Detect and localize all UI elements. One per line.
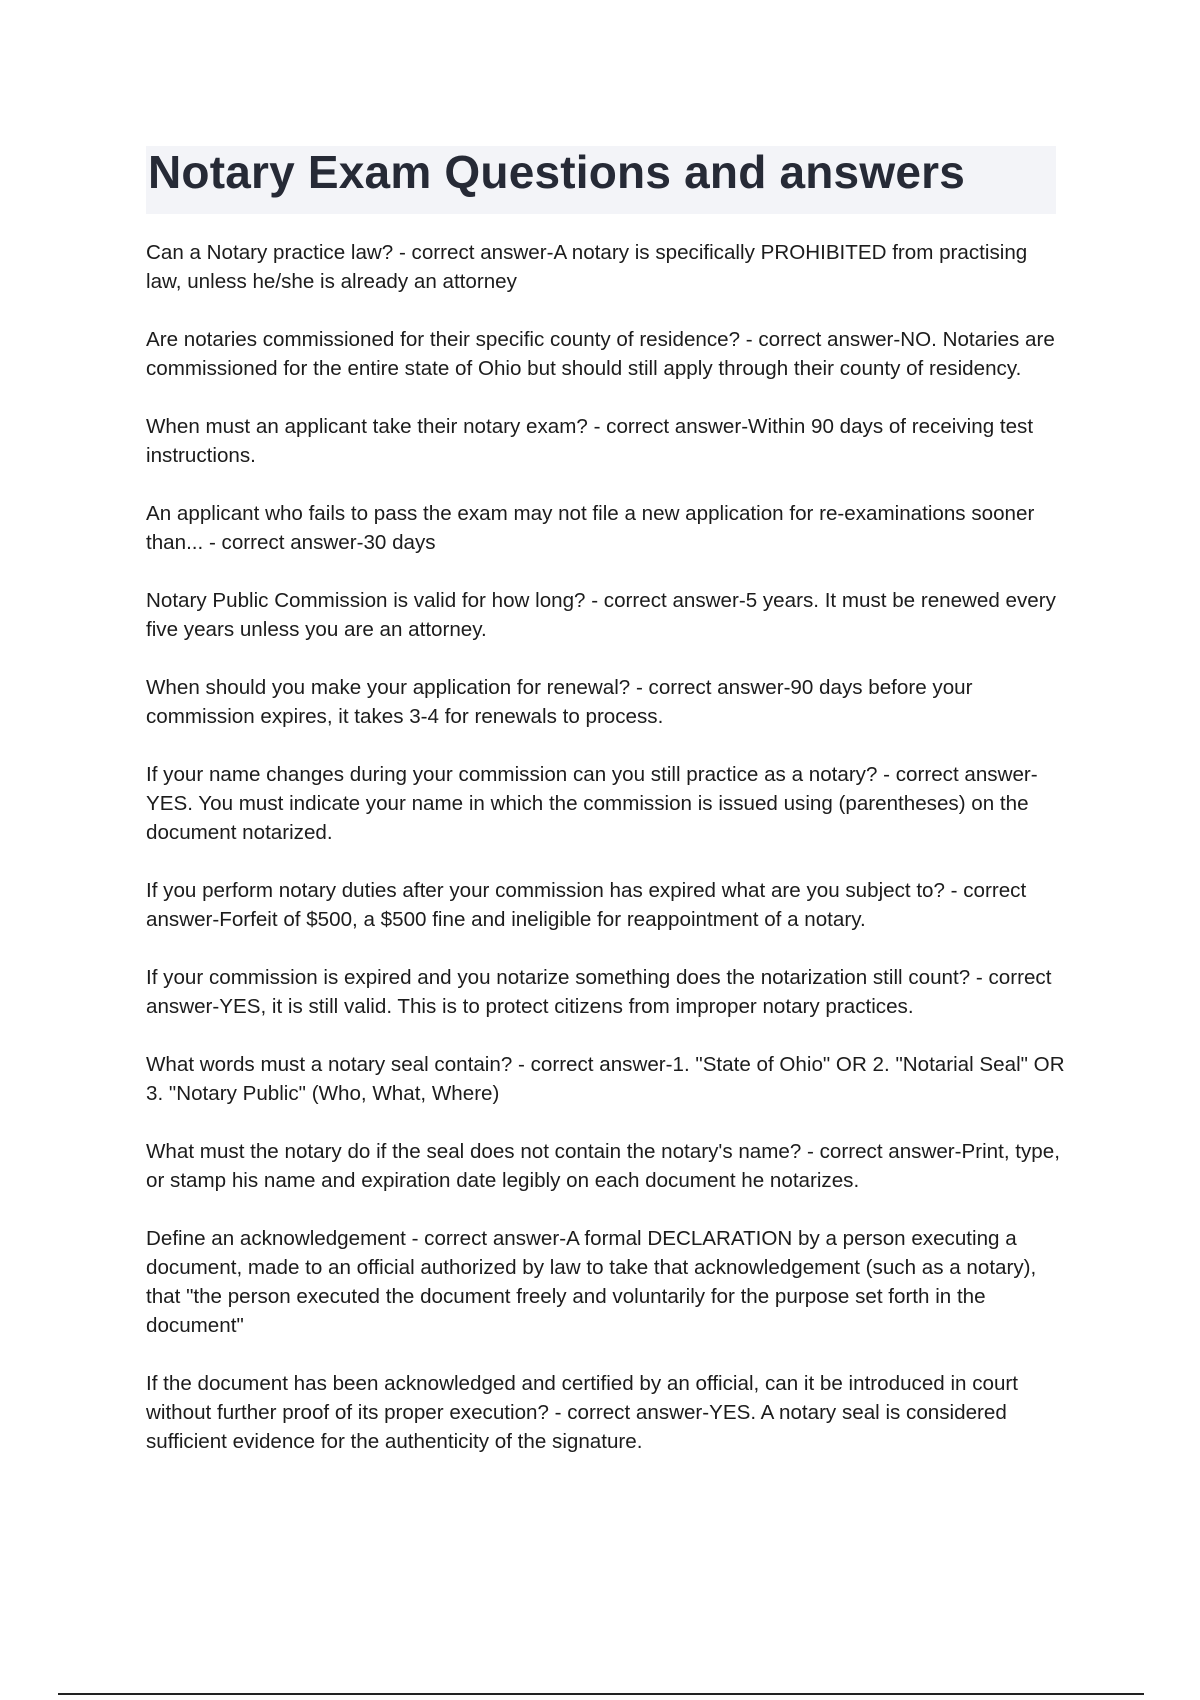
qa-item: If the document has been acknowledged and certified by an official, can it be introduced in court without further proof of its proper execution? - correct answer-YES. A notary seal is considered sufficient evidence for the authenticity of the signature. xyxy=(146,1372,1018,1453)
qa-item: If your name changes during your commission can you still practice as a notary? - correct answer-YES. You must indicate your name in which the commission is issued using (parentheses) on the document notarized. xyxy=(146,763,1038,844)
qa-list xyxy=(146,238,1066,1485)
qa-item: If you perform notary duties after your commission has expired what are you subject to? - correct answer-Forfeit of $500, a $500 fine and ineligible for reappointment of a notary. xyxy=(146,879,1027,931)
qa-item: Notary Public Commission is valid for how long? - correct answer-5 years. It must be renewed every five years unless you are an attorney. xyxy=(146,589,1056,641)
page-footer-divider xyxy=(58,1693,1144,1695)
qa-item: What must the notary do if the seal does not contain the notary's name? - correct answer-Print, type, or stamp his name and expiration date legibly on each document he notarizes. xyxy=(146,1140,1060,1192)
qa-item: An applicant who fails to pass the exam may not file a new application for re-examinations sooner than... - correct answer-30 days xyxy=(146,502,1035,554)
page-title: Notary Exam Questions and answers xyxy=(148,146,965,198)
qa-item: What words must a notary seal contain? - correct answer-1. "State of Ohio" OR 2. "Notarial Seal" OR 3. "Notary Public" (Who, What, Where) xyxy=(146,1053,1065,1105)
qa-item: If your commission is expired and you notarize something does the notarization still count? - correct answer-YES, it is still valid. This is to protect citizens from improper notary practices. xyxy=(146,966,1052,1018)
qa-item: Are notaries commissioned for their specific county of residence? - correct answer-NO. Notaries are commissioned for the entire state of Ohio but should still apply through their county of residency. xyxy=(146,328,1055,380)
qa-item: Define an acknowledgement - correct answer-A formal DECLARATION by a person executing a document, made to an official authorized by law to take that acknowledgement (such as a notary), that "the person executed the document freely and voluntarily for the purpose set forth in the document" xyxy=(146,1227,1037,1337)
qa-item: Can a Notary practice law? - correct answer-A notary is specifically PROHIBITED from practising law, unless he/she is already an attorney xyxy=(146,241,1028,293)
qa-item: When must an applicant take their notary exam? - correct answer-Within 90 days of receiving test instructions. xyxy=(146,415,1034,467)
qa-item: When should you make your application for renewal? - correct answer-90 days before your commission expires, it takes 3-4 for renewals to process. xyxy=(146,676,973,728)
